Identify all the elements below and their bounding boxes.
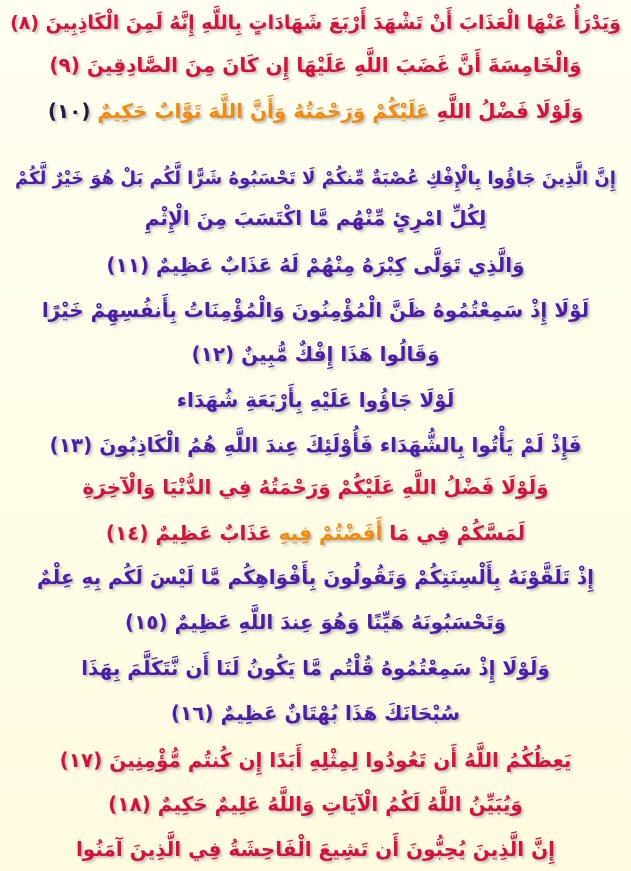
- verse-line: [8, 516, 623, 550]
- verse-line: [8, 743, 623, 777]
- verse-text-segment: إِنَّ الَّذِينَ جَاؤُوا بِالْإِفْكِ عُصْبَةٌ مِّنكُمْ لَا تَحْسَبُوهُ شَرًّا لَّكُم بَلْ هُوَ خَيْرٌ لَّكُمْ: [15, 168, 616, 189]
- verse-line: [8, 94, 623, 128]
- verse-text-segment: وَالْخَامِسَةَ أَنَّ غَضَبَ اللَّهِ عَلَيْهَا إِن كَانَ مِنَ الصَّادِقِينَ (٩): [49, 53, 582, 77]
- verse-line: [8, 6, 623, 40]
- verse-line: [8, 293, 623, 327]
- verse-text-segment: أَفَضْتُمْ فِيهِ: [278, 521, 383, 545]
- verse-text-segment: عَلَيْكُمْ وَرَحْمَتُهُ وَأَنَّ اللَّهَ تَوَّابٌ حَكِيمٌ: [97, 99, 430, 123]
- verse-text-segment: فَإِذْ لَمْ يَأْتُوا بِالشُّهَدَاء فَأُوْلَئِكَ عِندَ اللَّهِ هُمُ الْكَاذِبُونَ (١٣): [49, 433, 582, 457]
- verse-line: [8, 560, 623, 594]
- verse-line: [8, 428, 623, 462]
- verse-line: [8, 383, 623, 417]
- verse-text-segment: (١٠): [47, 99, 98, 123]
- verse-line: [8, 787, 623, 821]
- verse-line: [8, 248, 623, 282]
- verse-text-segment: وَيُبَيِّنُ اللَّهُ لَكُمُ الْآيَاتِ وَاللَّهُ عَلِيمٌ حَكِيمٌ (١٨): [108, 792, 523, 816]
- verse-line: [8, 696, 623, 730]
- verse-text-segment: لَوْلَا جَاؤُوا عَلَيْهِ بِأَرْبَعَةِ شُهَدَاء: [176, 388, 455, 412]
- verse-line: [8, 48, 623, 82]
- verse-line: [8, 651, 623, 685]
- verse-text-segment: لَمَسَّكُمْ فِي مَا: [382, 521, 526, 545]
- verse-line: [8, 337, 623, 371]
- verse-line: [8, 162, 623, 196]
- verse-line: [8, 201, 623, 235]
- verse-text-segment: وَتَحْسَبُونَهُ هَيِّنًا وَهُوَ عِندَ اللَّهِ عَظِيمٌ (١٥): [124, 610, 507, 634]
- verse-text-segment: يَعِظُكُمُ اللَّهُ أَن تَعُودُوا لِمِثْلِهِ أَبَدًا إِن كُنتُم مُّؤْمِنِينَ (١٧): [59, 748, 572, 772]
- verse-line: [8, 605, 623, 639]
- verse-line: [8, 470, 623, 504]
- verse-text-segment: وَيَدْرَأُ عَنْهَا الْعَذَابَ أَنْ تَشْهَدَ أَرْبَعَ شَهَادَاتٍ بِاللَّهِ إِنَّهُ لَمِنَ الْكَاذِبِينَ (٨): [10, 12, 621, 34]
- verse-text-segment: وَالَّذِي تَوَلَّى كِبْرَهُ مِنْهُمْ لَهُ عَذَابٌ عَظِيمٌ (١١): [106, 253, 525, 277]
- verse-text-segment: وَلَوْلَا فَضْلُ اللَّهِ عَلَيْكُمْ وَرَحْمَتُهُ فِي الدُّنْيَا وَالْآخِرَةِ: [82, 475, 549, 499]
- verse-line: [8, 832, 623, 866]
- verse-text-segment: سُبْحَانَكَ هَذَا بُهْتَانٌ عَظِيمٌ (١٦): [170, 701, 461, 725]
- verse-text-segment: إِنَّ الَّذِينَ يُحِبُّونَ أَن تَشِيعَ الْفَاحِشَةُ فِي الَّذِينَ آمَنُوا: [75, 837, 556, 861]
- verse-text-segment: وَلَوْلَا فَضْلُ اللَّهِ: [429, 99, 584, 123]
- verse-text-segment: لَوْلَا إِذْ سَمِعْتُمُوهُ ظَنَّ الْمُؤْمِنُونَ وَالْمُؤْمِنَاتُ بِأَنفُسِهِمْ خَيْرًا: [41, 298, 590, 322]
- verse-text-segment: عَذَابٌ عَظِيمٌ (١٤): [105, 521, 279, 545]
- verse-text-segment: لِكُلِّ امْرِئٍ مِّنْهُم مَّا اكْتَسَبَ مِنَ الْإِثْمِ: [144, 206, 487, 230]
- verse-text-segment: إِذْ تَلَقَّوْنَهُ بِأَلْسِنَتِكُمْ وَتَقُولُونَ بِأَفْوَاهِكُم مَّا لَيْسَ لَكُم بِهِ عِلْمٌ: [36, 565, 595, 589]
- verse-text-segment: وَلَوْلَا إِذْ سَمِعْتُمُوهُ قُلْتُم مَّا يَكُونُ لَنَا أَن نَّتَكَلَّمَ بِهَذَا: [81, 656, 550, 680]
- verse-text-segment: وَقَالُوا هَذَا إِفْكٌ مُّبِينٌ (١٢): [191, 342, 440, 366]
